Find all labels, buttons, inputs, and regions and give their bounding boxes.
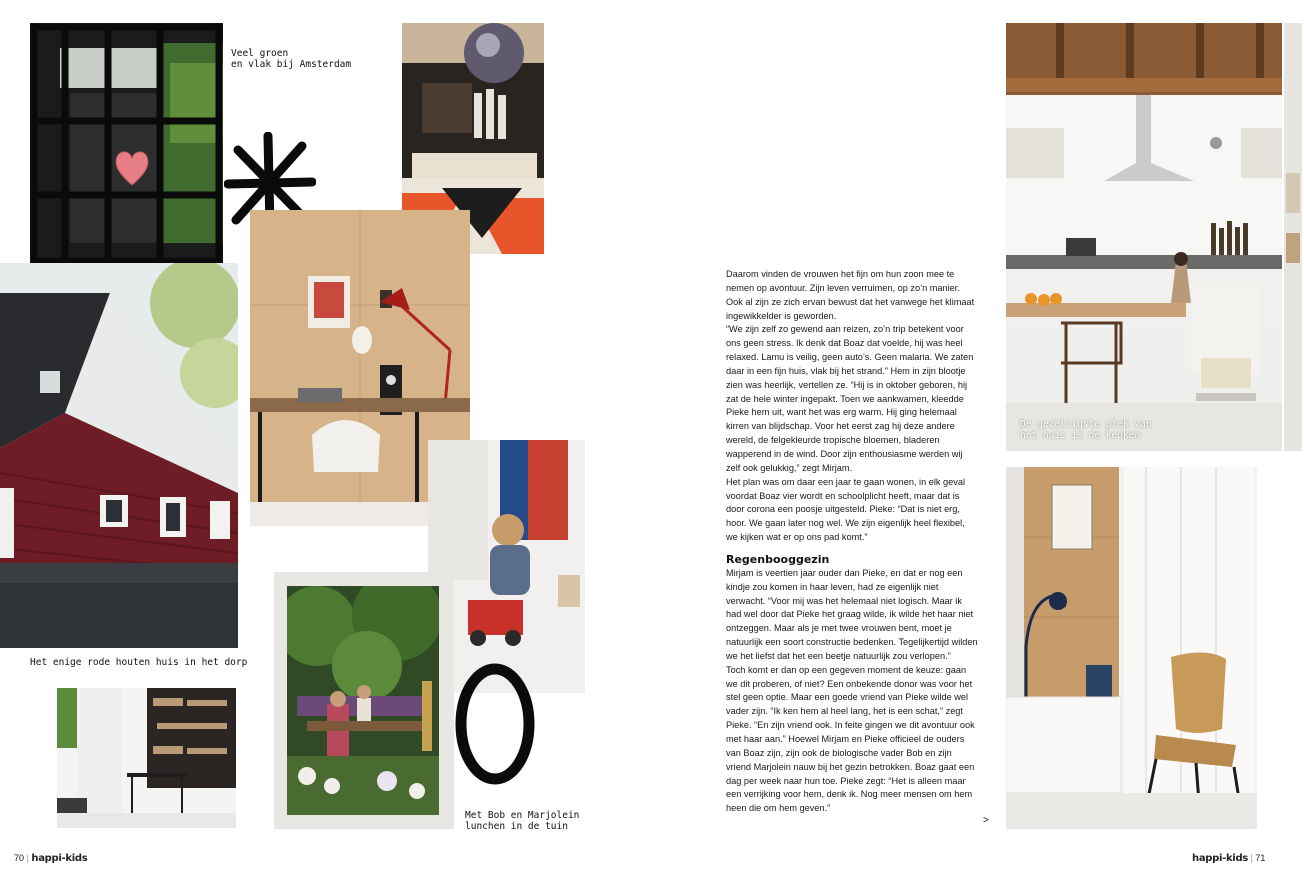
caption-green: Veel groen en vlak bij Amsterdam: [231, 48, 352, 70]
heart-icon: [114, 147, 150, 187]
continue-arrow: >: [983, 815, 989, 826]
paragraph: Daarom vinden de vrouwen het fijn om hun zoon mee te nemen op avontuur. Zijn leven verruimen, op zo’n manier. Ook al zijn ze zich ervan bewust dat het vanwege het klimaat ingewikkelder is geworden.: [726, 269, 975, 321]
photo-kitchen: [1006, 23, 1282, 451]
photo-interior-shelves: [57, 688, 236, 828]
caption-kitchen: De gezelligste plek van het huis is de keuken: [1020, 419, 1152, 441]
paragraph: Toch komt er dan op een gegeven moment de keuze: gaan we dit proberen, of niet? Een onbekende donor was voor het stel geen optie. Maar een goede vriend van Pieke wilde wel vader zijn. “Ik ken hem al heel lang, het is een schat,” zegt Pieke. “En zijn vriend ook. In feite gingen we dit avontuur ook met haar aan.” Hoewel Mirjam en Pieke officieel de ouders van Boaz zijn, zijn ook de biologische vader Bob en zijn vriend Marjolein nauw bij het gezin betrokken. Boaz gaat een dag per week naar hun toe. Pieke zegt: “Het is alleen maar een verrijking voor hem, denk ik. Nog meer mensen om hem heen die om hem geven.”: [726, 664, 975, 814]
photo-chair-interior: [1006, 467, 1257, 829]
ink-circle-icon: [452, 660, 538, 788]
brand-left: happi-kids: [31, 853, 88, 864]
paragraph: Mirjam is veertien jaar ouder dan Pieke, en dat er nog een kindje zou komen in haar leven, had ze eigenlijk niet verwacht. “Voor mij was het helemaal niet logisch. Maar ik had wel door dat Pieke het graag wilde, ik wilde het haar niet ontzeggen. Maar als je met twee vrouwen bent, moet je natuurlijk een soort constructie bedenken. Tegelijkertijd wilden we het liefst dat het een beetje natuurlijk zou verlopen.”: [726, 567, 978, 661]
folio-right: happi-kids | 71: [1192, 853, 1266, 864]
caption-house: Het enige rode houten huis in het dorp: [30, 657, 248, 668]
photo-kitchen-edge: [1284, 23, 1302, 451]
page-number-right: 71: [1255, 853, 1266, 863]
photo-window: [30, 23, 223, 295]
section-heading: Regenbooggezin: [726, 552, 830, 566]
folio-left: 70 | happi-kids: [14, 853, 88, 864]
article-body: [726, 268, 978, 816]
caption-lunch: Met Bob en Marjolein lunchen in de tuin: [465, 810, 580, 832]
brand-right: happi-kids: [1192, 853, 1248, 864]
photo-lunch-frame: [274, 572, 454, 829]
photo-red-house: [0, 263, 238, 648]
paragraph: Het plan was om daar een jaar te gaan wonen, in elk geval voordat Boaz vier wordt en schoolplicht heeft, maar dat is door corona een poosje uitgesteld. Pieke: “Dat is niet erg, hoor. We gaan later nog wel. We zijn eigenlijk heel flexibel, we kijken wat er op ons pad komt.”: [726, 476, 966, 543]
page-number-left: 70: [14, 853, 25, 863]
paragraph: “We zijn zelf zo gewend aan reizen, zo’n trip betekent voor ons geen stress. Ik denk dat Boaz dat voelde, hij was heel relaxed. Lamu is veilig, geen auto’s. Geen malaria. We zaten daar in een fijn huis, vlak bij het strand.” Hem in zijn blootje zien was heerlijk, vertellen ze. “Hij is in oktober geboren, hij zat de hele winter ingepakt. Toen we aankwamen, kleedde Pieke hem uit, want het was erg warm. Hij ging helemaal kirren van blijdschap. Voor het eerst zag hij deze andere wereld, de felgekleurde tropische bloemen, bladeren wapperend in de wind. Door zijn enthousiasme werden wij zelf ook gelukkig,” zegt Mirjam.: [726, 324, 974, 473]
